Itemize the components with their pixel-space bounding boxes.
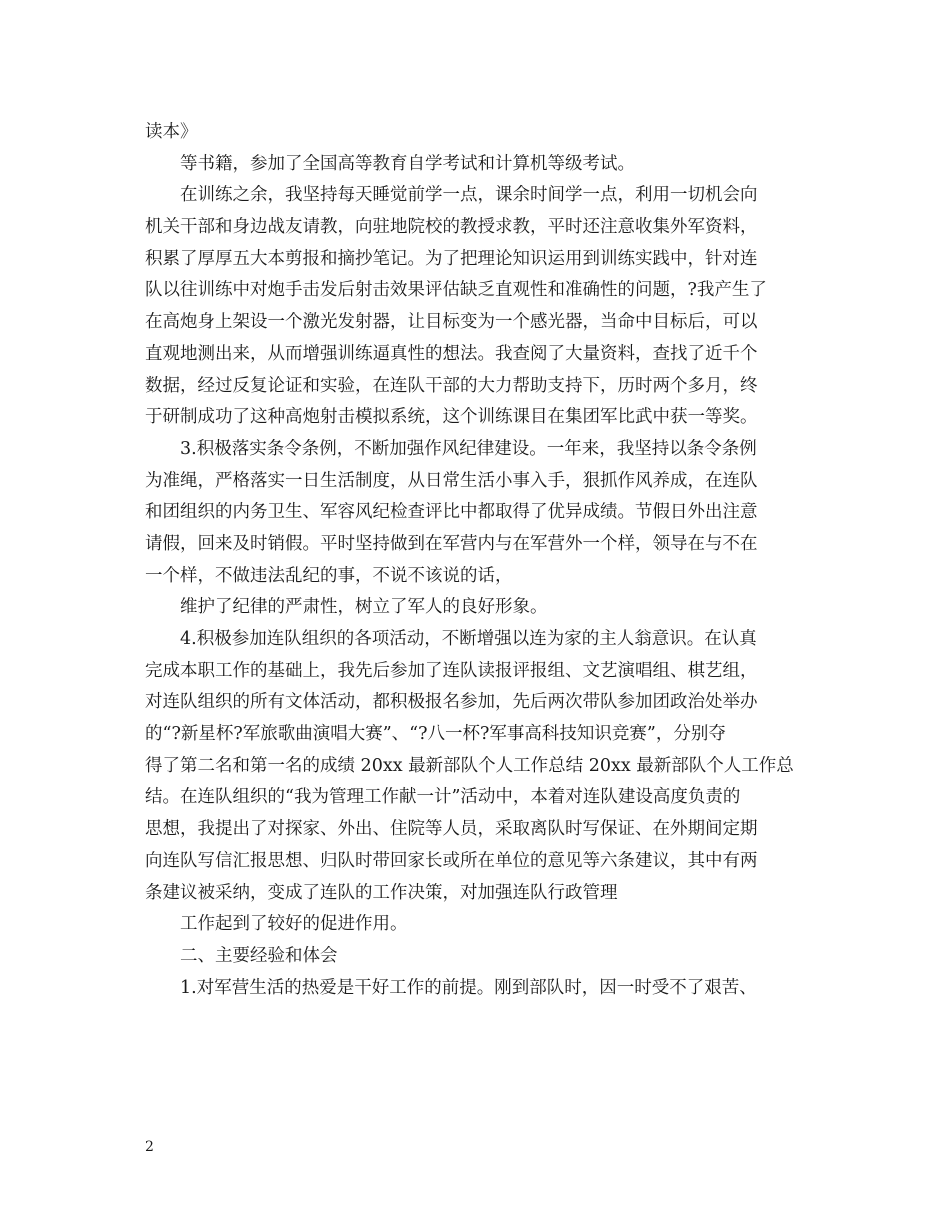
text-line: 维护了纪律的严肃性，树立了军人的良好形象。 [180, 597, 548, 618]
page-number: 2 [145, 1139, 154, 1155]
text-line: 为准绳，严格落实一日生活制度，从日常生活小事入手，狠抓作风养成，在连队 [145, 470, 758, 491]
text-line: 的“?新星杯?军旅歌曲演唱大赛”、“?八一杯?军事高科技知识竞赛”，分别夺 [145, 724, 726, 745]
body-text [145, 117, 810, 1004]
section-heading: 二、主要经验和体会 [180, 945, 338, 966]
text-line: 工作起到了较好的促进作用。 [180, 914, 408, 935]
text-line: 在训练之余，我坚持每天睡觉前学一点，课余时间学一点，利用一切机会向 [180, 185, 758, 206]
text-line: 得了第二名和第一名的成绩 20xx 最新部队个人工作总结 20xx 最新部队个人工作总 [145, 755, 794, 776]
text-line: 结。在连队组织的“我为管理工作献一计”活动中，本着对连队建设高度负责的 [145, 787, 741, 808]
text-line: 数据，经过反复论证和实验，在连队干部的大力帮助支持下，历时两个多月，终 [145, 375, 758, 396]
text-line: 机关干部和身边战友请教，向驻地院校的教授求教，平时还注意收集外军资料， [145, 217, 758, 238]
text-line: 条建议被采纳，变成了连队的工作决策，对加强连队行政管理 [145, 882, 618, 903]
text-line: 在高炮身上架设一个激光发射器，让目标变为一个感光器，当命中目标后，可以 [145, 312, 758, 333]
text-line: 向连队写信汇报思想、归队时带回家长或所在单位的意见等六条建议，其中有两 [145, 850, 758, 871]
text-line: 读本》 [145, 122, 198, 142]
text-line: 积累了厚厚五大本剪报和摘抄笔记。为了把理论知识运用到训练实践中，针对连 [145, 248, 758, 269]
text-line: 完成本职工作的基础上，我先后参加了连队读报评报组、文艺演唱组、棋艺组， [145, 660, 758, 681]
text-line: 等书籍，参加了全国高等教育自学考试和计算机等级考试。 [180, 153, 635, 174]
text-line: 请假，回来及时销假。平时坚持做到在军营内与在军营外一个样，领导在与不在 [145, 533, 758, 554]
text-line: 直观地测出来，从而增强训练逼真性的想法。我查阅了大量资料，查找了近千个 [145, 343, 758, 364]
text-line: 对连队组织的所有文体活动，都积极报名参加，先后两次带队参加团政治处举办 [145, 692, 758, 713]
text-line: 3.积极落实条令条例，不断加强作风纪律建设。一年来，我坚持以条令条例 [180, 438, 757, 459]
text-line: 思想，我提出了对探家、外出、住院等人员，采取离队时写保证、在外期间定期 [145, 819, 758, 840]
text-line: 队以往训练中对炮手击发后射击效果评估缺乏直观性和准确性的问题，?我产生了 [145, 280, 767, 301]
text-line: 一个样，不做违法乱纪的事，不说不该说的话， [145, 565, 513, 586]
text-line: 和团组织的内务卫生、军容风纪检查评比中都取得了优异成绩。节假日外出注意 [145, 502, 758, 523]
text-line: 于研制成功了这种高炮射击模拟系统，这个训练课目在集团军比武中获一等奖。 [145, 407, 758, 428]
text-line: 4.积极参加连队组织的各项活动，不断增强以连为家的主人翁意识。在认真 [180, 629, 757, 649]
text-line: 1.对军营生活的热爱是干好工作的前提。刚到部队时，因一时受不了艰苦、 [180, 977, 757, 998]
